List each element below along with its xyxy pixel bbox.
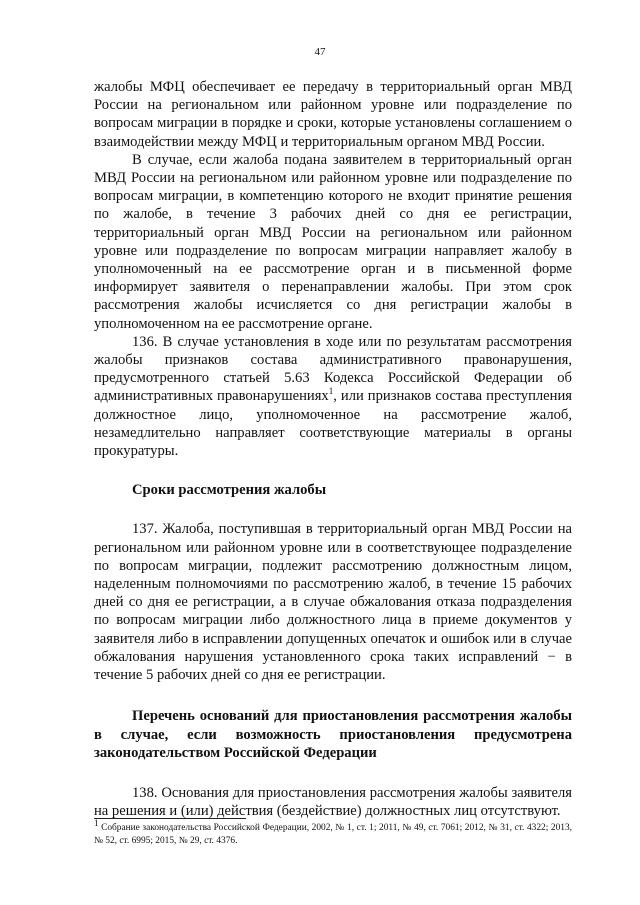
section-heading-suspension-grounds: Перечень оснований для приостановления рассмотрения жалобы в случае, если возможность приостановления предусмотрена законодательством Российской Федерации (94, 708, 572, 761)
footnote (94, 817, 572, 848)
paragraph-136-text-a: 136. В случае установления в ходе или по результатам рассмотрения жалобы признаков состава административного правонарушения, предусмотренного статьей 5.63 Кодекса Российской Федерации об административных правонарушениях (94, 333, 572, 405)
paragraph-136-text-b: , или признаков состава преступления должностное лицо, уполномоченное на рассмотрение жалоб, незамедлительно направляет соответствующие материалы в органы прокуратуры. (94, 388, 572, 460)
footnote-reference: 1 (328, 386, 334, 397)
paragraph-redirect-complaint: В случае, если жалоба подана заявителем в территориальный орган МВД России на региональном или районном уровне или подразделение по вопросам миграции, в компетенцию которого не входит принятие решения по жалобе, в течение 3 рабочих дней со дня ее регистрации, территориальный орган МВД России на региональном или районном уровне или подразделение по вопросам миграции направляет жалобу в уполномоченный на ее рассмотрение орган и в письменной форме информирует заявителя о перенаправлении жалобы. При этом срок рассмотрения жалобы исчисляется со дня регистрации жалобы в уполномоченном на ее рассмотрение органе. (94, 151, 572, 332)
paragraph-continuation: жалобы МФЦ обеспечивает ее передачу в территориальный орган МВД России на региональном или районном уровне или подразделение по вопросам миграции в порядке и сроки, которые установлены соглашением о взаимодействии между МФЦ и территориальным органом МВД России. (94, 79, 572, 150)
document-body (94, 78, 572, 820)
section-heading-review-terms: Сроки рассмотрения жалобы (132, 482, 327, 499)
footnote-divider (94, 818, 246, 819)
page-number: 47 (314, 46, 326, 58)
paragraph-138: 138. Основания для приостановления рассмотрения жалобы заявителя на решения и (или) действия (бездействие) должностных лиц отсутствуют. (94, 784, 572, 820)
paragraph-137: 137. Жалоба, поступившая в территориальный орган МВД России на региональном или районном уровне или в соответствующее подразделение по вопросам миграции, подлежит рассмотрению должностным лицом, наделенным полномочиями по рассмотрению жалоб, в течение 15 рабочих дней со дня ее регистрации, а в случае обжалования отказа подразделения по вопросам миграции либо должностного лица в приеме документов у заявителя либо в исправлении допущенных опечаток и ошибок или в случае обжалования нарушения установленного срока таких исправлений − в течение 5 рабочих дней со дня ее регистрации. (94, 521, 572, 684)
footnote-text: Собрание законодательства Российской Федерации, 2002, № 1, ст. 1; 2011, № 49, ст. 7061; 2012, № 31, ст. 4322; 2013, № 52, ст. 6995; 2015, № 29, ст. 4376. (94, 823, 572, 846)
paragraph-136 (94, 333, 572, 460)
footnote-mark: 1 (94, 817, 99, 828)
